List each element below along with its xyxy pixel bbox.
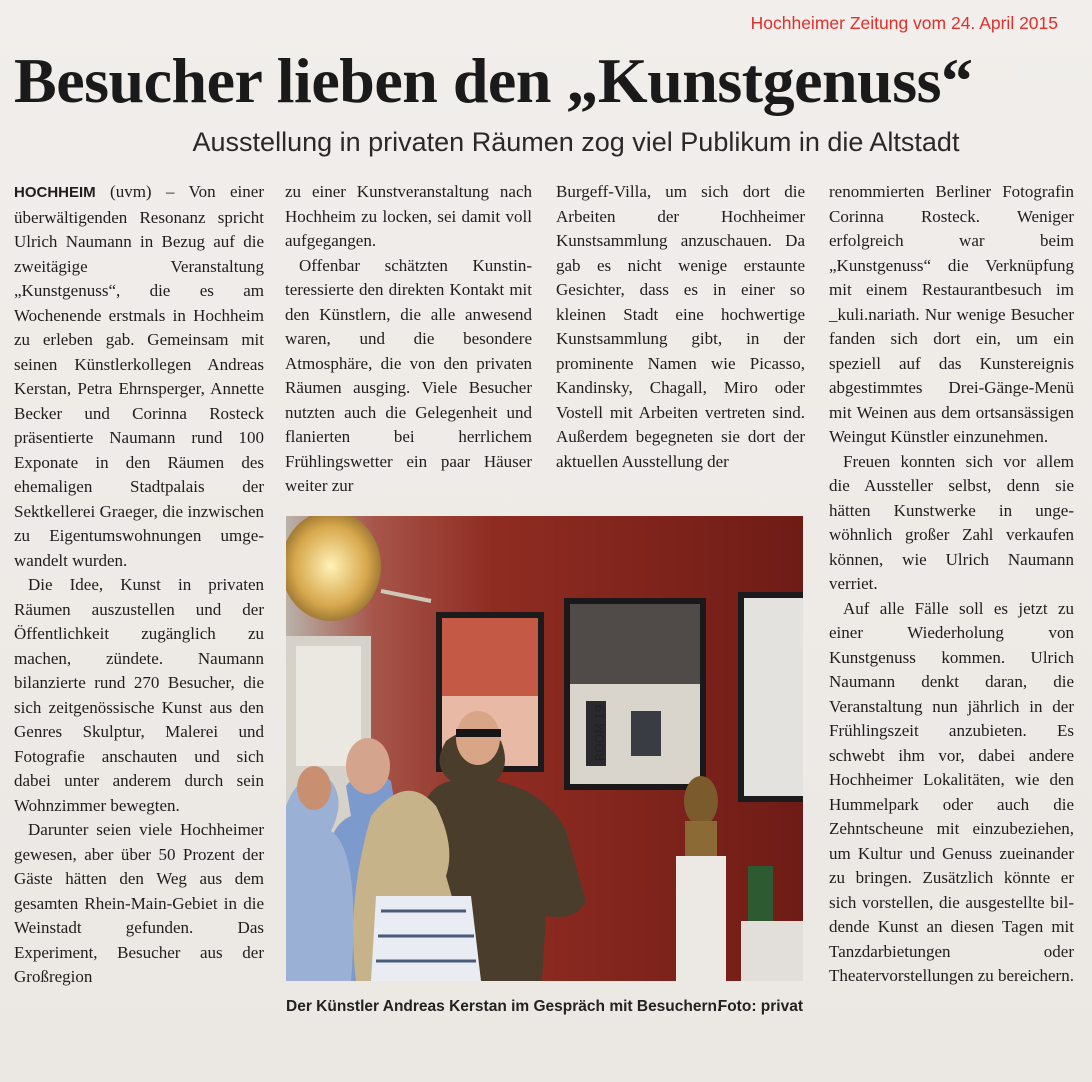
article-photo [286,516,803,981]
paragraph: Darunter seien viele Hochheimer gewesen, aber über 50 Prozent der Gäste hätten den Weg aus dem gesamten Rhein-Main-Gebiet in die Weinstadt gefunden. Das Experiment, Besucher aus der Großregion [14,820,264,986]
paragraph: Die Idee, Kunst in privaten Räumen auszustellen und der Öffentlichkeit zugänglich zu machen, zündete. Naumann bilanzierte rund 270 Besucher, die sich zeitgenössische Kunst aus den Genres Skulptur, Malerei und Fotografie anschauten und sich dabei unter anderem durch sein Wohnzimmer bewegten. [14,575,264,815]
photo-caption [286,994,803,1019]
article-column-1 [14,180,264,990]
paragraph: Freuen konnten sich vor allem die Aussteller selbst, denn sie hätten Kunstwerke in ungewöhnlich großer Zahl verkaufen können, wie Ulrich Naumann verriet. [829,451,1074,593]
photo-credit: Foto: privat [717,998,803,1015]
subheadline: Ausstellung in privaten Räumen zog viel Publikum in die Altstadt [192,127,960,157]
pedestal [676,856,726,981]
paragraph: zu einer Kunstveranstaltung nach Hochheim zu locken, sei damit voll aufgegangen. [285,182,532,250]
paragraph: renommierten Berliner Fotografin Corinna Rosteck. Weniger erfolgreich war beim „Kunstgenuss“ die Verknüpfung mit einem Restaurantbesuch im _kuli.nariath. Nur wenige Besucher fanden sich dort ein, um ein speziell auf das Kunstereignis abgestimmtes Drei-Gänge-Menü mit Weinen aus dem ortsansässigen Weingut Künstler einzunehmen. [829,182,1074,446]
painting-label: ROOM 19 [593,704,607,761]
caption-text: Der Künstler Andreas Kerstan im Gespräch mit Besuchern. [286,998,722,1015]
paragraph: Offenbar schätzten Kunstinteressierte den direkten Kontakt mit den Künstlern, die alle anwesend waren, und die besondere Atmosphäre, die von den privaten Räumen ausging. Viele Besucher nutzten auch die Gelegenheit und flanierten bei herrlichem Frühlingswetter ein paar Häuser weiter zur [285,255,532,495]
photo-gallery-scene [286,516,803,981]
dateline: HOCHHEIM [14,184,96,201]
headline: Besucher lieben den „Kunstgenuss“ [14,45,973,116]
article-column-4 [829,180,1074,989]
paragraph: Auf alle Fälle soll es jetzt zu einer Wiederholung von Kunstgenuss kommen. Ulrich Naumann denkt daran, die Veranstaltung nun jährlich in der Frühlingszeit anzubieten. Es schwebt ihm vor, dabei andere Hochheimer Lokalitäten, wie den Hummelpark oder auch die Zehntscheune mit einzubeziehen, um Kultur und Genuss zueinander zu bringen. Zusätzlich könnte er sich vorstellen, die ausgestellte bildende Kunst an diesen Tagen mit Tanzdarbietungen oder Theatervorstellungen zu bereichern. [829,598,1074,985]
paragraph: Burgeff-Villa, um sich dort die Arbeiten der Hochheimer Kunstsammlung anzuschauen. Da gab es nicht wenige erstaunte Gesichter, dass es in einer so kleinen Stadt eine hochwertige Kunstsammlung gibt, in der prominente Namen wie Picasso, Kandinsky, Chagall, Miro oder Vostell mit Arbeiten vertreten sind. Außerdem begegneten sie dort der aktuellen Ausstellung der [556,182,805,471]
bronze-head-sculpture [684,776,718,826]
paragraph [14,180,264,573]
source-stamp: Hochheimer Zeitung vom 24. April 2015 [750,13,1058,33]
article-column-3 [556,180,805,474]
article-column-2 [285,180,532,499]
paragraph-text: (uvm) – Von einer überwältigenden Resonanz spricht Ulrich Naumann in Bezug auf die zweitägige Veranstaltung „Kunstgenuss“, die es am Wochenende erstmals in Hochheim zu erleben gab. Gemeinsam mit seinen Künstlerkollegen Andreas Kerstan, Petra Ehrnsperger, Annette Becker und Corinna Rosteck präsentierte Naumann rund 100 Exponate in den Räumen des ehemaligen Stadtpalais der Sektkellerei Graeger, die inzwischen zu Eigentumswohnungen umgewandelt wurden. [14,182,264,570]
